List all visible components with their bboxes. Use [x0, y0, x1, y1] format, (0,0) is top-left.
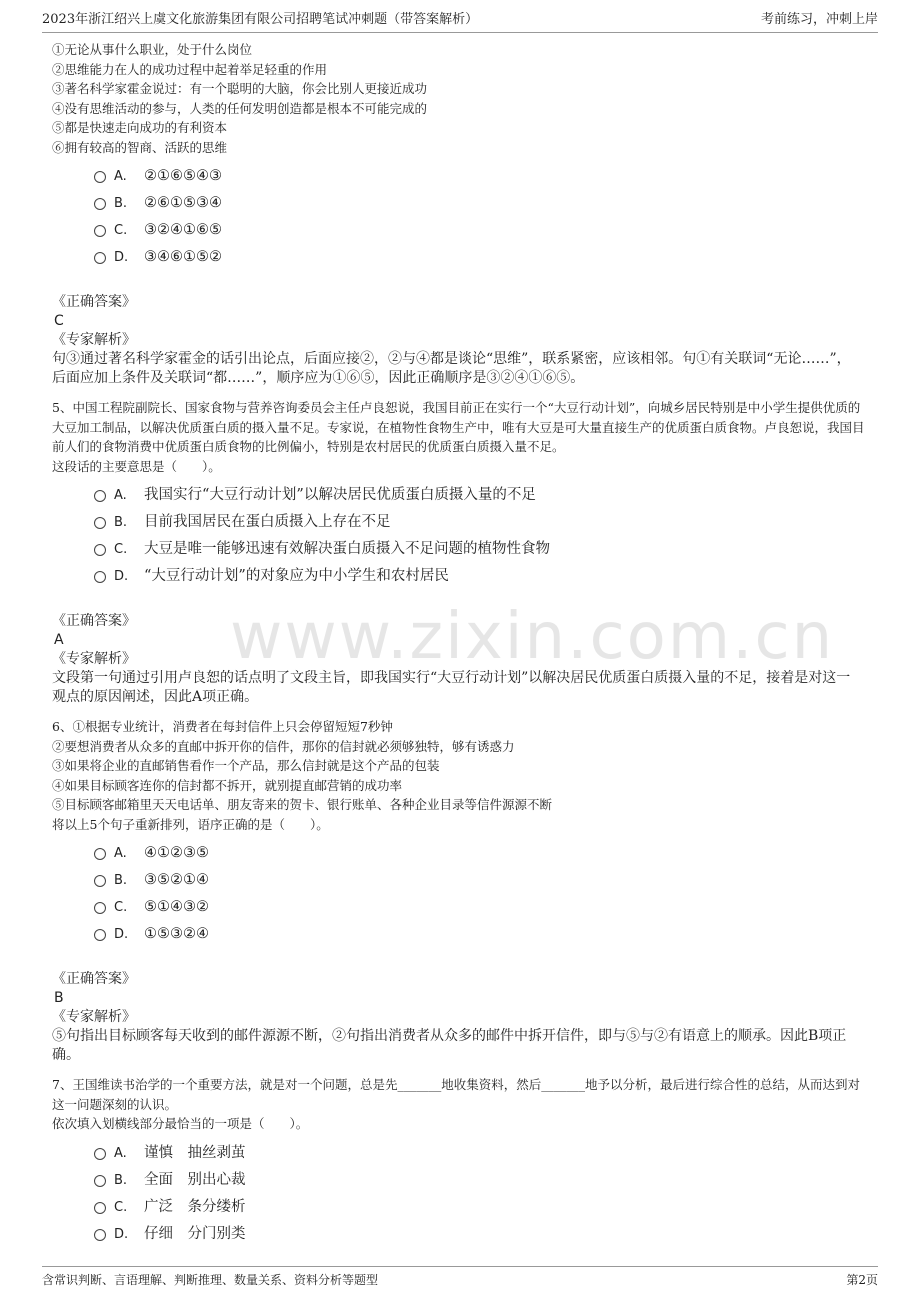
option-letter: B. — [114, 196, 128, 211]
option-letter: A. — [114, 1145, 127, 1161]
option-b[interactable] — [94, 509, 870, 536]
answer-label: 《正确答案》 — [52, 294, 136, 310]
option-b[interactable] — [94, 1167, 870, 1194]
option-text: ③⑤②①④ — [144, 872, 209, 888]
option-text: 全面 别出心裁 — [144, 1171, 246, 1188]
option-letter: C. — [114, 1199, 128, 1215]
question-4 — [52, 40, 870, 388]
analysis-label: 《专家解析》 — [52, 651, 136, 667]
radio-button[interactable] — [94, 252, 106, 264]
watermark: www.zixin.com.cn — [230, 600, 835, 674]
question-prompt: 依次填入划横线部分最恰当的一项是（ ）。 — [52, 1116, 309, 1131]
question-line: ⑤都是快速走向成功的有利资本 — [52, 120, 228, 135]
option-text: ⑤①④③② — [144, 899, 209, 915]
option-letter: D. — [114, 1226, 129, 1242]
option-letter: A. — [114, 846, 127, 861]
answer-options — [94, 482, 870, 590]
correct-answer: C — [54, 313, 64, 329]
question-prompt: 这段话的主要意思是（ ）。 — [52, 458, 221, 474]
option-text: ③④⑥①⑤② — [144, 249, 222, 265]
option-c[interactable] — [94, 217, 870, 244]
analysis-text: 文段第一句通过引用卢良恕的话点明了文段主旨，即我国实行“大豆行动计划”以解决居民优质蛋白质摄入量的不足，接着是对这一观点的原因阐述，因此A项正确。 — [52, 670, 851, 705]
page-number: 第2页 — [846, 1273, 878, 1287]
question-line: ②思维能力在人的成功过程中起着举足轻重的作用 — [52, 61, 328, 77]
option-letter: C. — [114, 542, 128, 557]
correct-answer: A — [54, 632, 64, 648]
radio-button[interactable] — [94, 875, 106, 887]
radio-button[interactable] — [94, 848, 106, 860]
question-line: ⑥拥有较高的智商、活跃的思维 — [52, 139, 228, 155]
answer-label: 《正确答案》 — [52, 971, 136, 987]
analysis-text: ⑤句指出目标顾客每天收到的邮件源源不断，②句指出消费者从众多的邮件中拆开信件，即与⑤与②有语意上的顺承。因此B项正确。 — [52, 1028, 847, 1063]
radio-button[interactable] — [94, 517, 106, 529]
radio-button[interactable] — [94, 171, 106, 183]
question-7 — [52, 1075, 870, 1248]
analysis-label: 《专家解析》 — [52, 332, 136, 348]
answer-label: 《正确答案》 — [52, 613, 136, 629]
option-d[interactable] — [94, 921, 870, 948]
option-letter: A. — [114, 488, 127, 503]
option-letter: B. — [114, 1172, 128, 1188]
question-line: ⑤目标顾客邮箱里天天电话单、朋友寄来的贺卡、银行账单、各种企业目录等信件源源不断 — [52, 797, 553, 812]
correct-answer: B — [54, 990, 64, 1006]
question-line: ④没有思维活动的参与，人类的任何发明创造都是根本不可能完成的 — [52, 100, 428, 116]
option-b[interactable] — [94, 190, 870, 217]
question-6 — [52, 717, 870, 1065]
question-text: 5、中国工程院副院长、国家食物与营养咨询委员会主任卢良恕说，我国目前正在实行一个“大豆行动计划”，向城乡居民特别是中小学生提供优质的大豆加工制品，以解决优质蛋白质的摄入量不足。专家说，在植物性食物生产中，唯有大豆是可大量直接生产的优质蛋白质食物。卢良恕说，我国目前人们的食物消费中优质蛋白质食物的比例偏小，特别是农村居民的优质蛋白质摄入量不足。 — [52, 400, 865, 454]
option-text: ③②④①⑥⑤ — [144, 222, 222, 238]
option-letter: D. — [114, 569, 129, 584]
radio-button[interactable] — [94, 544, 106, 556]
option-d[interactable] — [94, 563, 870, 590]
answer-options — [94, 840, 870, 948]
option-a[interactable] — [94, 482, 870, 509]
page-header — [42, 8, 878, 33]
question-line: ②要想消费者从众多的直邮中拆开你的信件，那你的信封就必须够独特，够有诱惑力 — [52, 738, 515, 754]
option-text: 谨慎 抽丝剥茧 — [144, 1144, 246, 1161]
option-a[interactable] — [94, 840, 870, 867]
question-line: 6、①根据专业统计，消费者在每封信件上只会停留短短7秒钟 — [52, 719, 393, 734]
option-text: ④①②③⑤ — [144, 845, 209, 861]
radio-button[interactable] — [94, 225, 106, 237]
answer-options — [94, 1140, 870, 1248]
option-letter: C. — [114, 900, 128, 915]
option-text: ①⑤③②④ — [144, 926, 209, 942]
option-b[interactable] — [94, 867, 870, 894]
footer-topics: 含常识判断、言语理解、判断推理、数量关系、资料分析等题型 — [42, 1273, 379, 1287]
option-text: 大豆是唯一能够迅速有效解决蛋白质摄入不足问题的植物性食物 — [144, 541, 550, 557]
analysis-label: 《专家解析》 — [52, 1009, 136, 1025]
option-d[interactable] — [94, 1221, 870, 1248]
option-a[interactable] — [94, 163, 870, 190]
radio-button[interactable] — [94, 1202, 106, 1214]
radio-button[interactable] — [94, 1175, 106, 1187]
radio-button[interactable] — [94, 1229, 106, 1241]
radio-button[interactable] — [94, 198, 106, 210]
option-text: 目前我国居民在蛋白质摄入上存在不足 — [144, 514, 391, 530]
answer-options — [94, 163, 870, 271]
option-text: “大豆行动计划”的对象应为中小学生和农村居民 — [144, 568, 449, 584]
radio-button[interactable] — [94, 902, 106, 914]
question-line: ③如果将企业的直邮销售看作一个产品，那么信封就是这个产品的包装 — [52, 758, 440, 773]
option-text: ②⑥①⑤③④ — [144, 195, 222, 211]
page-content — [52, 40, 870, 1248]
option-letter: C. — [114, 223, 128, 238]
answer-section — [52, 612, 870, 707]
question-line: ④如果目标顾客连你的信封都不拆开，就别提直邮营销的成功率 — [52, 777, 403, 793]
option-letter: B. — [114, 873, 128, 888]
option-c[interactable] — [94, 536, 870, 563]
option-d[interactable] — [94, 244, 870, 271]
option-c[interactable] — [94, 894, 870, 921]
option-letter: D. — [114, 250, 129, 265]
option-text: 仔细 分门别类 — [144, 1225, 246, 1242]
answer-section — [52, 970, 870, 1065]
option-letter: D. — [114, 927, 129, 942]
option-a[interactable] — [94, 1140, 870, 1167]
option-letter: A. — [114, 169, 127, 184]
question-text: 7、王国维读书治学的一个重要方法，就是对一个问题，总是先_______地收集资料，然后_______地予以分析，最后进行综合性的总结，从而达到对这一问题深刻的认识。 — [52, 1077, 860, 1112]
radio-button[interactable] — [94, 490, 106, 502]
radio-button[interactable] — [94, 929, 106, 941]
option-text: ②①⑥⑤④③ — [144, 168, 222, 184]
question-5 — [52, 398, 870, 707]
option-text: 广泛 条分缕析 — [144, 1198, 246, 1215]
page-footer — [42, 1266, 878, 1293]
option-c[interactable] — [94, 1194, 870, 1221]
question-line: ③著名科学家霍金说过：有一个聪明的大脑，你会比别人更接近成功 — [52, 81, 428, 96]
header-slogan: 考前练习，冲刺上岸 — [760, 12, 878, 27]
document-title: 2023年浙江绍兴上虞文化旅游集团有限公司招聘笔试冲刺题（带答案解析） — [42, 12, 479, 27]
option-text: 我国实行“大豆行动计划”以解决居民优质蛋白质摄入量的不足 — [144, 487, 536, 503]
question-prompt: 将以上5个句子重新排列，语序正确的是（ ）。 — [52, 816, 329, 832]
question-line: ①无论从事什么职业，处于什么岗位 — [52, 42, 253, 57]
option-letter: B. — [114, 515, 128, 530]
answer-section — [52, 293, 870, 388]
radio-button[interactable] — [94, 1148, 106, 1160]
analysis-text: 句③通过著名科学家霍金的话引出论点，后面应接②，②与④都是谈论“思维”，联系紧密，应该相邻。句①有关联词“无论……”，后面应加上条件及关联词“都……”，顺序应为①⑥⑤，因此正确顺序是③②④①⑥⑤。 — [52, 351, 851, 386]
radio-button[interactable] — [94, 571, 106, 583]
